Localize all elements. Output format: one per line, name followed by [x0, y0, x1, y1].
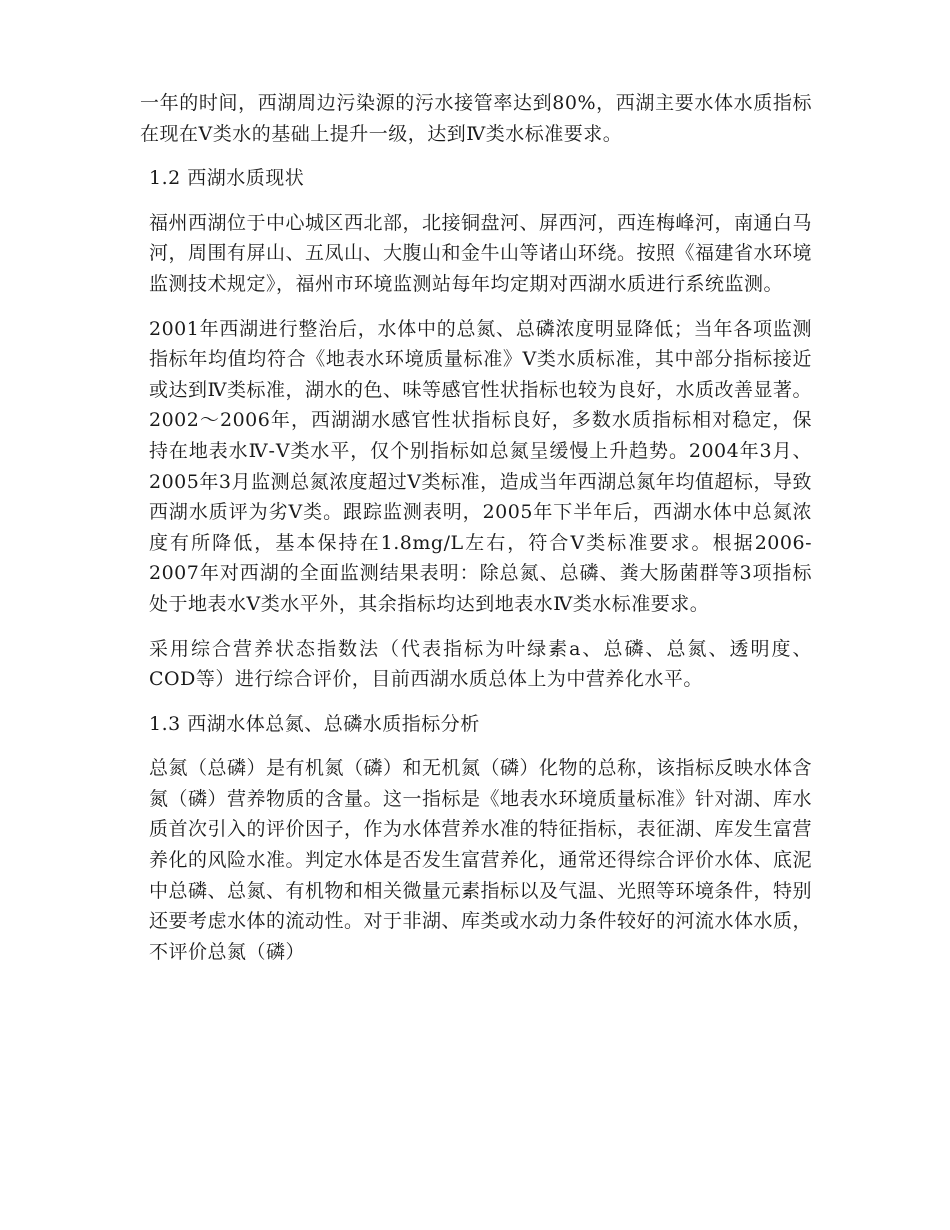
- document-page: [140, 88, 812, 981]
- paragraph-monitoring-history: 2001年西湖进行整治后，水体中的总氮、总磷浓度明显降低；当年各项监测指标年均值均符合《地表水环境质量标准》Ⅴ类水质标准，其中部分指标接近或达到Ⅳ类标准，湖水的色、味等感官性状指标也较为良好，水质改善显著。2002～2006年，西湖湖水感官性状指标良好，多数水质指标相对稳定，保持在地表水Ⅳ-Ⅴ类水平，仅个别指标如总氮呈缓慢上升趋势。2004年3月、2005年3月监测总氮浓度超过Ⅴ类标准，造成当年西湖总氮年均值超标，导致西湖水质评为劣Ⅴ类。跟踪监测表明，2005年下半年后，西湖水体中总氮浓度有所降低，基本保持在1.8mg/L左右，符合Ⅴ类标准要求。根据2006-2007年对西湖的全面监测结果表明：除总氮、总磷、粪大肠菌群等3项指标处于地表水Ⅴ类水平外，其余指标均达到地表水Ⅳ类水标准要求。: [149, 317, 812, 615]
- paragraph-continuation: 一年的时间，西湖周边污染源的污水接管率达到80%，西湖主要水体水质指标在现在Ⅴ类水的基础上提升一级，达到Ⅳ类水标准要求。: [140, 92, 812, 145]
- paragraph-nutrition-evaluation: 采用综合营养状态指数法（代表指标为叶绿素a、总磷、总氮、透明度、COD等）进行综合评价，目前西湖水质总体上为中营养化水平。: [149, 637, 812, 691]
- section-heading-1-2: 1.2 西湖水质现状: [149, 167, 305, 190]
- paragraph-nitrogen-phosphorus: 总氮（总磷）是有机氮（磷）和无机氮（磷）化物的总称，该指标反映水体含氮（磷）营养物质的含量。这一指标是《地表水环境质量标准》针对湖、库水质首次引入的评价因子，作为水体营养水准的特征指标，表征湖、库发生富营养化的风险水准。判定水体是否发生富营养化，通常还得综合评价水体、底泥中总磷、总氮、有机物和相关微量元素指标以及气温、光照等环境条件，特别还要考虑水体的流动性。对于非湖、库类或水动力条件较好的河流水体水质，不评价总氮（磷）: [149, 757, 813, 963]
- section-heading-1-3: 1.3 西湖水体总氮、总磷水质指标分析: [149, 712, 480, 735]
- paragraph-location: 福州西湖位于中心城区西北部，北接铜盘河、屏西河，西连梅峰河，南通白马河，周围有屏山、五凤山、大腹山和金牛山等诸山环绕。按照《福建省水环境监测技术规定》，福州市环境监测站每年均定期对西湖水质进行系统监测。: [149, 211, 813, 295]
